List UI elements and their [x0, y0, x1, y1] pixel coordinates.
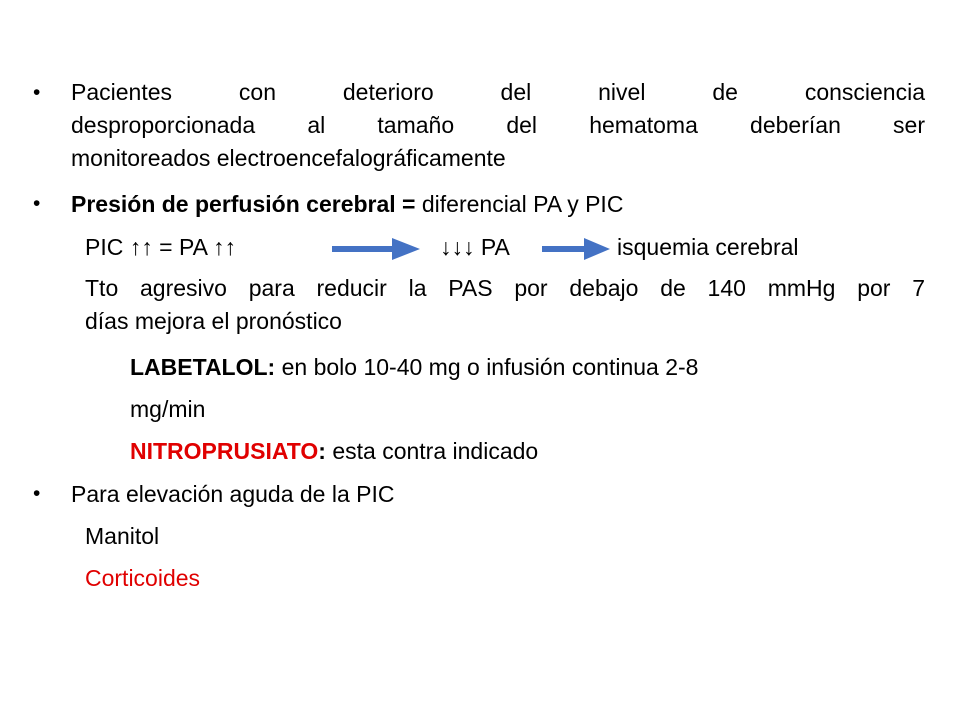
nitroprusiato-line: [130, 434, 960, 468]
bullet-2-line: [71, 187, 960, 221]
treatment-paragraph: [85, 272, 925, 338]
bullet-1-line-1: Pacientes con deterioro del nivel de consciencia: [71, 79, 925, 105]
labetalol-dose: en bolo 10-40 mg o infusión continua 2-8: [275, 354, 699, 380]
treatment-line-1: Tto agresivo para reducir la PAS por debajo de 140 mmHg por 7: [85, 275, 925, 301]
right-arrow-icon: [540, 236, 612, 262]
treatment-line-2: días mejora el pronóstico: [85, 308, 342, 334]
bullet-marker: [33, 76, 40, 110]
bullet-1-line-3: monitoreados electroencefalográficamente: [71, 145, 506, 171]
perfusion-label: Presión de perfusión cerebral =: [71, 191, 416, 217]
right-arrow-icon: [330, 236, 422, 262]
pa-decrease-text: ↓↓↓ PA: [440, 234, 510, 260]
bullet-1-paragraph: [71, 76, 925, 175]
nitroprusiato-colon: :: [318, 438, 326, 464]
bullet-marker: [33, 187, 40, 221]
ischemia-text: isquemia cerebral: [617, 234, 799, 260]
nitroprusiato-note: esta contra indicado: [325, 438, 539, 464]
nitroprusiato-label: NITROPRUSIATO: [130, 438, 319, 464]
labetalol-label: LABETALOL:: [130, 354, 276, 380]
bullet-marker: [33, 477, 40, 511]
manitol-item: Manitol: [85, 523, 160, 549]
labetalol-line-2: mg/min: [130, 396, 206, 422]
corticoides-item: Corticoides: [85, 565, 201, 591]
labetalol-line: [130, 350, 960, 384]
bullet-1-line-2: desproporcionada al tamaño del hematoma deberían ser: [71, 112, 925, 138]
pic-increase-text: PIC ↑↑ = PA ↑↑: [85, 234, 237, 260]
perfusion-definition: diferencial PA y PIC: [415, 191, 624, 217]
bullet-3-line: Para elevación aguda de la PIC: [71, 481, 395, 507]
